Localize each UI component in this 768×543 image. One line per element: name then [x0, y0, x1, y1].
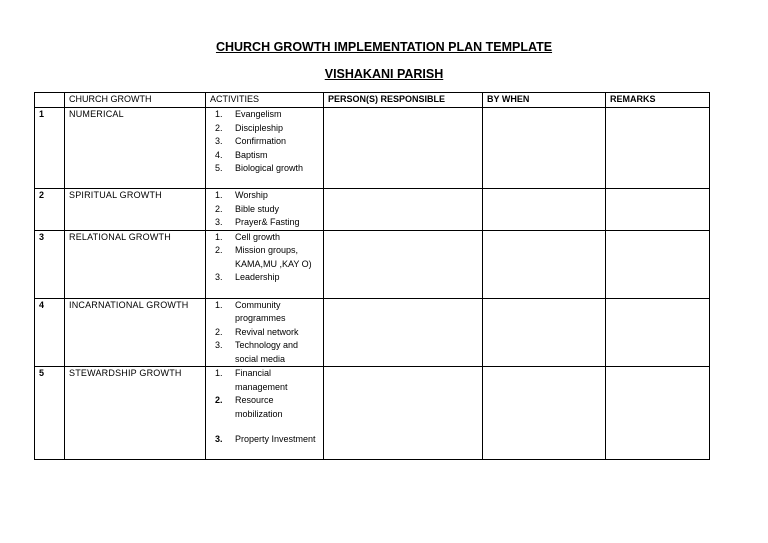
activities-cell [206, 298, 324, 367]
parish-subtitle: VISHAKANI PARISH [324, 67, 444, 81]
activities-list [210, 299, 319, 367]
activity-item: 1. Evangelism [225, 108, 319, 122]
remarks-cell [606, 230, 710, 298]
growth-area: INCARNATIONAL GROWTH [65, 298, 206, 367]
row-number: 2 [35, 189, 65, 231]
by-when-cell [483, 230, 606, 298]
table-row [35, 367, 710, 460]
persons-responsible-cell [324, 189, 483, 231]
activities-list [210, 231, 319, 285]
document-title: CHURCH GROWTH IMPLEMENTATION PLAN TEMPLATE [215, 40, 553, 54]
table-header-row [35, 93, 710, 108]
persons-responsible-cell [324, 230, 483, 298]
activity-item: 3. Confirmation [225, 135, 319, 149]
activities-list [210, 189, 319, 230]
activity-item: 3. Property Investment [225, 433, 319, 447]
activity-item: 4. Baptism [225, 149, 319, 163]
table-row [35, 298, 710, 367]
column-header-church-growth: CHURCH GROWTH [65, 93, 206, 108]
activity-item: 1. Worship [225, 189, 319, 203]
by-when-cell [483, 367, 606, 460]
activity-item: 1. Financial management [225, 367, 319, 394]
activities-cell [206, 230, 324, 298]
by-when-cell [483, 108, 606, 189]
table-row [35, 108, 710, 189]
persons-responsible-cell [324, 298, 483, 367]
column-header-remarks: REMARKS [606, 93, 710, 108]
activity-item: 5. Biological growth [225, 162, 319, 176]
activity-item: 2. Resource mobilization [225, 394, 319, 421]
row-number: 1 [35, 108, 65, 189]
column-header-by-when: BY WHEN [483, 93, 606, 108]
row-number: 3 [35, 230, 65, 298]
remarks-cell [606, 298, 710, 367]
activity-item: 1. Cell growth [225, 231, 319, 245]
remarks-cell [606, 189, 710, 231]
activity-item: 2. Revival network [225, 326, 319, 340]
activity-item: 3. Prayer& Fasting [225, 216, 319, 230]
activity-item: 3. Technology and social media [225, 339, 319, 366]
column-header-number [35, 93, 65, 108]
activity-item: 2. Bible study [225, 203, 319, 217]
table-row [35, 189, 710, 231]
row-number: 5 [35, 367, 65, 460]
activities-cell [206, 108, 324, 189]
remarks-cell [606, 108, 710, 189]
column-header-persons-responsible: PERSON(S) RESPONSIBLE [324, 93, 483, 108]
activities-cell [206, 367, 324, 460]
by-when-cell [483, 298, 606, 367]
activity-item: 3. Leadership [225, 271, 319, 285]
activity-item: 2. Discipleship [225, 122, 319, 136]
persons-responsible-cell [324, 367, 483, 460]
activity-item: 2. Mission groups, KAMA,MU ,KAY O) [225, 244, 319, 271]
activities-list [210, 108, 319, 176]
row-number: 4 [35, 298, 65, 367]
remarks-cell [606, 367, 710, 460]
implementation-plan-table [34, 92, 710, 460]
growth-area: RELATIONAL GROWTH [65, 230, 206, 298]
persons-responsible-cell [324, 108, 483, 189]
growth-area: NUMERICAL [65, 108, 206, 189]
activities-list [210, 367, 319, 447]
growth-area: STEWARDSHIP GROWTH [65, 367, 206, 460]
by-when-cell [483, 189, 606, 231]
activity-item: 1. Community programmes [225, 299, 319, 326]
activities-cell [206, 189, 324, 231]
table-row [35, 230, 710, 298]
growth-area: SPIRITUAL GROWTH [65, 189, 206, 231]
column-header-activities: ACTIVITIES [206, 93, 324, 108]
